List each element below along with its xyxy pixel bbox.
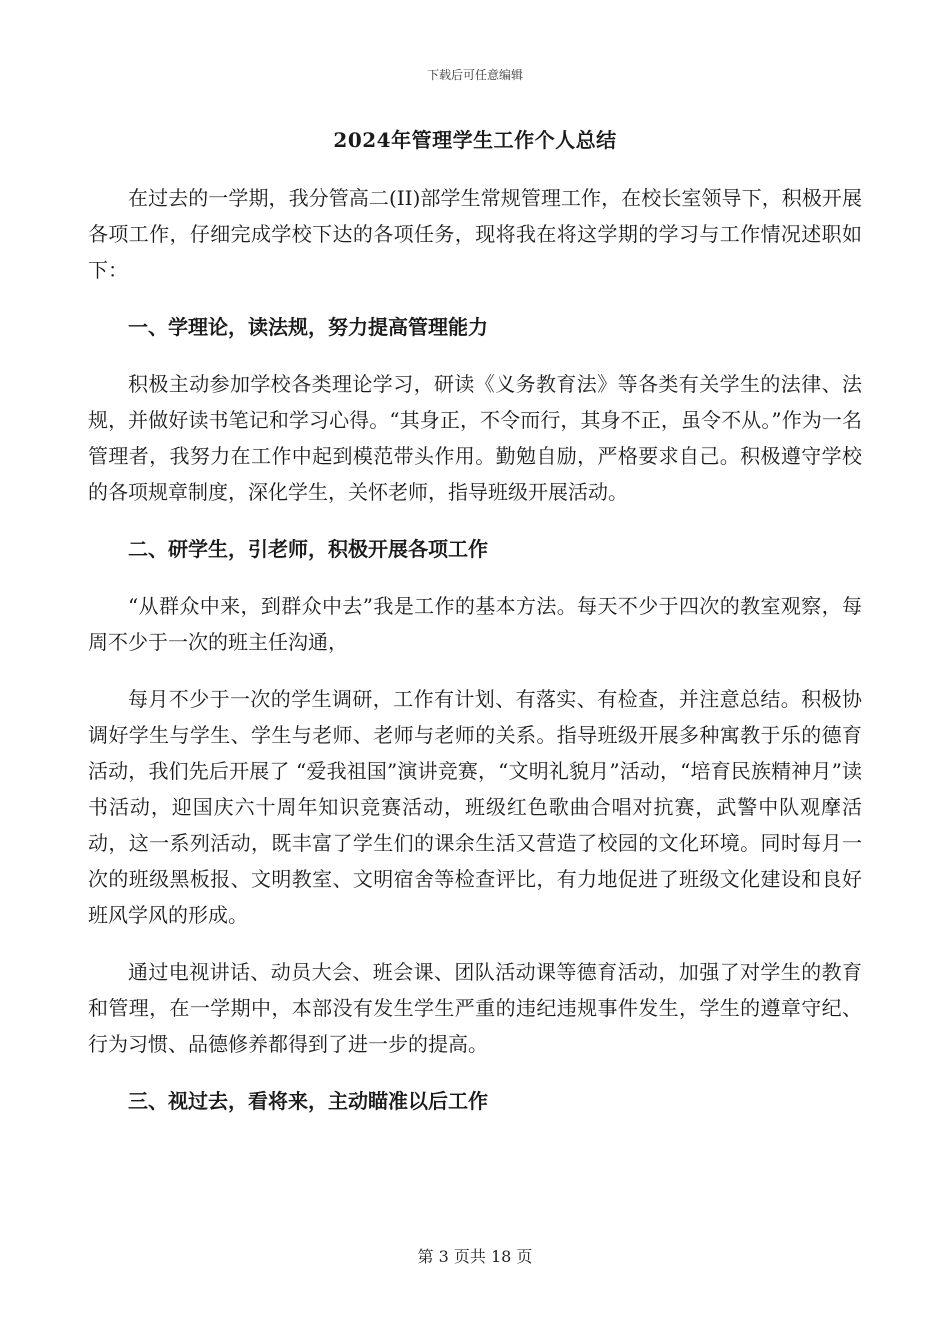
intro-paragraph: 在过去的一学期，我分管高二(II)部学生常规管理工作，在校长室领导下，积极开展各项工作，仔细完成学校下达的各项任务，现将我在将这学期的学习与工作情况述职如下：	[88, 186, 862, 282]
section-heading-2: 二、研学生，引老师，积极开展各项工作	[128, 537, 488, 561]
document-body	[88, 180, 862, 1119]
document-title: 2024年管理学生工作个人总结	[333, 128, 617, 152]
section2-paragraph-1: “从群众中来，到群众中去”我是工作的基本方法。每天不少于四次的教室观察，每周不少于一次的班主任沟通，	[88, 594, 862, 654]
section-heading-3: 三、视过去，看将来，主动瞄准以后工作	[128, 1089, 488, 1113]
section-heading-1: 一、学理论，读法规，努力提高管理能力	[128, 315, 488, 339]
section1-paragraph: 积极主动参加学校各类理论学习，研读《义务教育法》等各类有关学生的法律、法规，并做好读书笔记和学习心得。“其身正，不令而行，其身不正，虽令不从。”作为一名管理者，我努力在工作中起到模范带头作用。勤勉自励，严格要求自己。积极遵守学校的各项规章制度，深化学生，关怀老师，指导班级开展活动。	[88, 372, 862, 504]
header-note: 下载后可任意编辑	[426, 68, 523, 82]
page-number-footer: 第 3 页共 18 页	[417, 1247, 533, 1266]
section2-paragraph-3: 通过电视讲话、动员大会、班会课、团队活动课等德育活动，加强了对学生的教育和管理，在一学期中，本部没有发生学生严重的违纪违规事件发生，学生的遵章守纪、行为习惯、品德修养都得到了进一步的提高。	[88, 960, 862, 1056]
section2-paragraph-2: 每月不少于一次的学生调研，工作有计划、有落实、有检查，并注意总结。积极协调好学生与学生、学生与老师、老师与老师的关系。指导班级开展多种寓教于乐的德育活动，我们先后开展了 “爱我祖国”演讲竞赛，“文明礼貌月”活动，“培育民族精神月”读书活动，迎国庆六十周年知识竞赛活动，班级红色歌曲合唱对抗赛，武警中队观摩活动，这一系列活动，既丰富了学生们的课余生活又营造了校园的文化环境。同时每月一次的班级黑板报、文明教室、文明宿舍等检查评比，有力地促进了班级文化建设和良好班风学风的形成。	[88, 687, 862, 927]
